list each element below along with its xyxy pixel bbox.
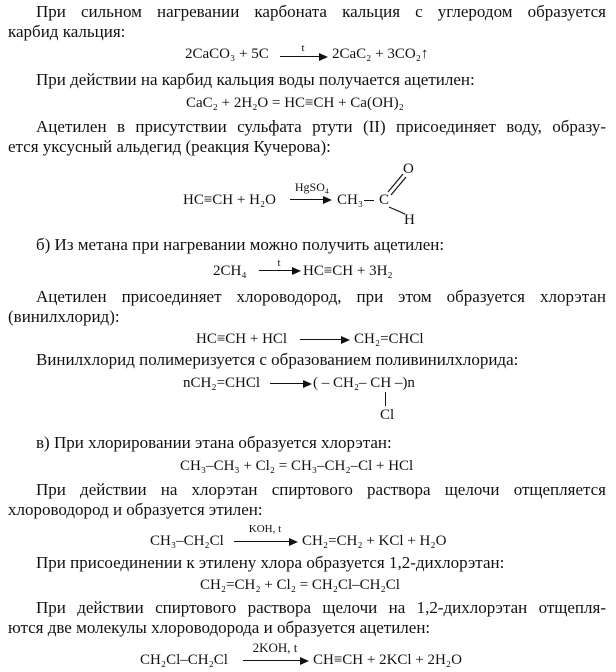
reaction-arrow <box>300 339 348 340</box>
reaction-arrow <box>270 383 310 384</box>
paragraph-line: При сильном нагревании карбоната кальция с углеродом образуется <box>36 2 606 21</box>
paragraph-line: Ацетилен присоединяет хлороводород, при этом образуется хлорэтан <box>36 287 606 306</box>
equation-left: CH₃–CH₂Cl <box>150 533 224 549</box>
polymer-unit: ( – CH₂– CH –)n <box>313 375 415 391</box>
oxygen-atom: O <box>403 161 414 177</box>
paragraph-line: При действии на хлорэтан спиртового раствора щелочи отщепляется <box>36 480 606 499</box>
reaction-arrow <box>243 660 307 661</box>
equation-left: HC≡CH + HCl <box>196 331 288 347</box>
paragraph-line: (винилхлорид): <box>8 307 120 326</box>
paragraph-line: в) При хлорировании этана образуется хлорэтан: <box>36 433 392 452</box>
equation-right: CH₂=CH₂ + KCl + H₂O <box>302 533 447 549</box>
vertical-bond <box>385 392 386 406</box>
paragraph-line: ется уксусный альдегид (реакция Кучерова): <box>8 137 331 156</box>
reaction-condition: KOH, t <box>248 523 282 535</box>
equation: CH₂=CH₂ + Cl₂ = CH₂Cl–CH₂Cl <box>200 577 400 593</box>
paragraph-line: При присоединении к этилену хлора образуется 1,2-дихлорэтан: <box>36 553 505 572</box>
equation-left: nCH₂=CHCl <box>183 375 261 391</box>
single-bond-line <box>389 207 405 214</box>
equation-right: CH≡CH + 2KCl + 2H₂O <box>313 652 462 668</box>
equation-right: 2CaC₂ + 3CO₂↑ <box>332 46 429 62</box>
equation-left: 2CaCO₃ + 5C <box>185 46 269 62</box>
paragraph-line: хлороводород и образуется этилен: <box>8 500 263 519</box>
equation-left: 2CH₄ <box>213 263 247 279</box>
reaction-arrow <box>234 541 296 542</box>
chlorine-atom: Cl <box>380 407 395 423</box>
methyl-group: CH₃ <box>337 192 364 208</box>
equation: CH₃–CH₃ + Cl₂ = CH₃–CH₂–Cl + HCl <box>180 458 414 474</box>
equation-right: HC≡CH + 3H₂ <box>303 263 393 279</box>
reaction-condition: t <box>301 42 305 54</box>
paragraph-line: При действии спиртового раствора щелочи на 1,2-дихлорэтан отщепля- <box>36 598 606 617</box>
paragraph-line: карбид кальция: <box>8 22 126 41</box>
equation-left: HC≡CH + H₂O <box>183 192 276 208</box>
hydrogen-atom: H <box>404 212 415 228</box>
reaction-condition: t <box>277 257 281 269</box>
paragraph-line: Винилхлорид полимеризуется с образованием поливинилхлорида: <box>36 350 519 369</box>
paragraph-line: При действии на карбид кальция воды получается ацетилен: <box>36 70 475 89</box>
paragraph-line: ются две молекулы хлороводорода и образуется ацетилен: <box>8 618 431 637</box>
equation-left: CH₂Cl–CH₂Cl <box>140 652 228 668</box>
carbonyl-carbon: C <box>379 192 390 208</box>
reaction-arrow <box>259 270 299 271</box>
equation-right: CH₂=CHCl <box>354 331 424 347</box>
paragraph-line: б) Из метана при нагревании можно получить ацетилен: <box>36 235 445 254</box>
paragraph-line: Ацетилен в присутствии сульфата ртути (II) присоединяет воду, образу- <box>36 117 606 136</box>
equation: CaC₂ + 2H₂O = HC≡CH + Ca(OH)₂ <box>186 95 404 111</box>
reaction-condition: 2KOH, t <box>252 640 298 655</box>
reaction-condition: HgSO₄ <box>294 180 330 194</box>
